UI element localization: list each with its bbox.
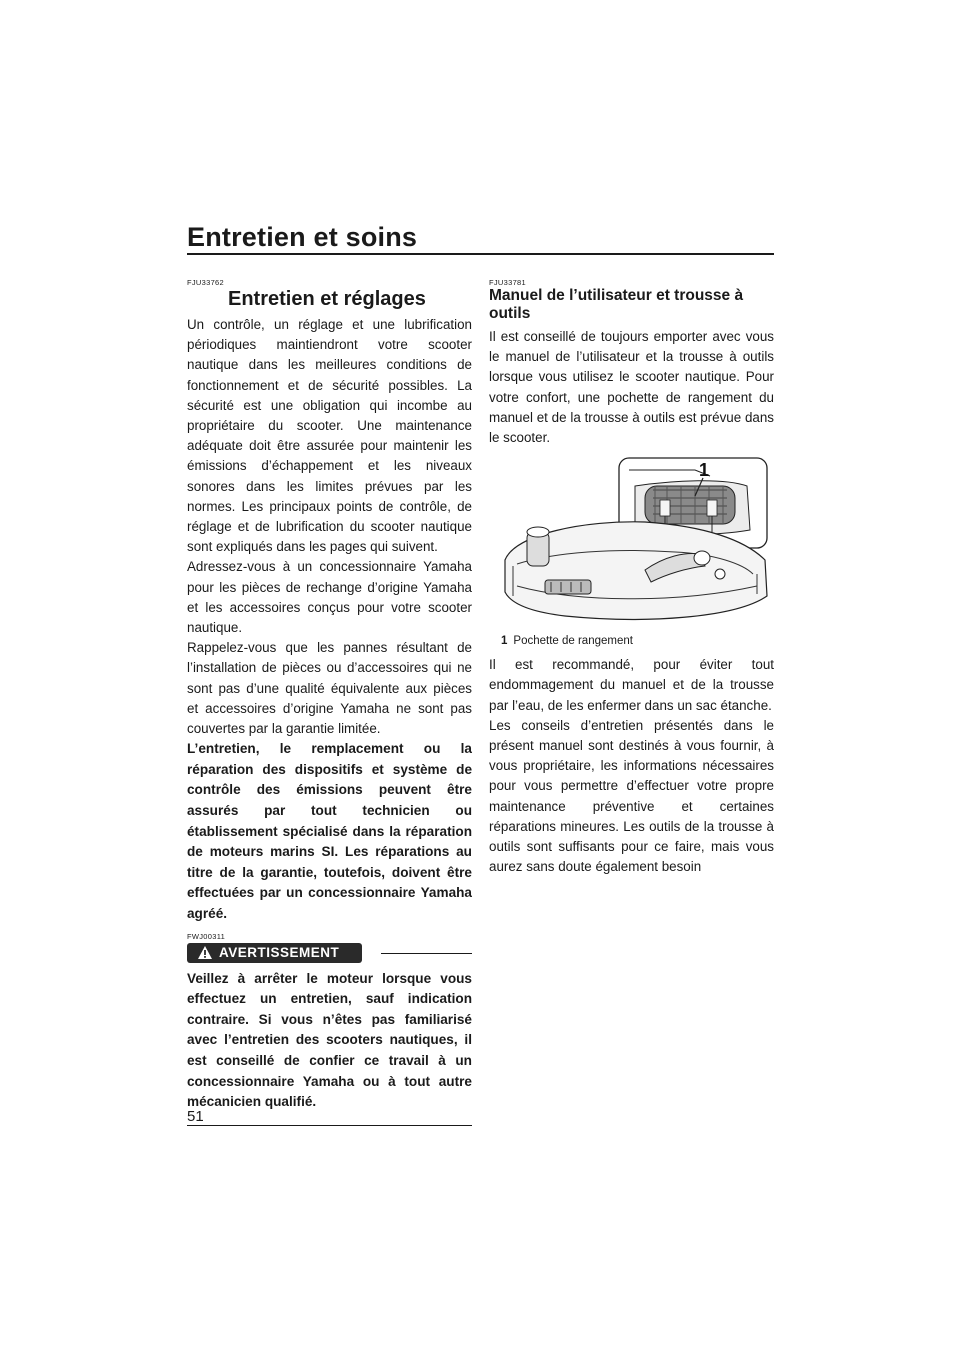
page-number: 51 — [187, 1108, 204, 1125]
warning-text: Veillez à arrêter le moteur lorsque vous effectuez un entretien, sauf indication contraire. Si vous n’êtes pas familiarisé avec l’entretien des scooters nautiques, il est conseillé de confier ce travail à un concessionnaire Yamaha ou à tout autre mécanicien qualifié. — [187, 970, 472, 1110]
storage-pouch-illustration — [495, 456, 775, 628]
warning-code: FWJ00311 — [187, 931, 226, 941]
page-header-title: Entretien et soins — [187, 222, 418, 252]
paragraph: Il est conseillé de toujours emporter avec vous le manuel de l’utilisateur et la trousse à outils lorsque vous utilisez le scooter nautique. Pour votre confort, une pochette de rangement du manuel et de la trousse à outils est prévue dans le scooter. — [489, 329, 774, 446]
caption-text: Pochette de rangement — [513, 635, 633, 648]
section-heading: Entretien et réglages — [228, 288, 426, 310]
warning-bottom-rule — [187, 1125, 472, 1127]
paragraph: Rappelez-vous que les pannes résultant de l’installation de pièces ou d’accessoires qui ne sont pas d’une qualité équivalente aux pièces et accessoires d’origine Yamaha ne sont pas couvertes par la garantie limitée. — [187, 640, 472, 737]
paragraph: Adressez-vous à un concessionnaire Yamaha pour les pièces de rechange d’origine Yamaha et les accessoires conçus pour votre scooter nautique. — [187, 559, 472, 636]
callout-number: 1 — [699, 460, 710, 481]
emissions-paragraph: L’entretien, le remplacement ou la réparation des dispositifs et système de contrôle des émissions peuvent être assurés par tout technicien ou établissement spécialisé dans la réparation de moteurs marins SI. Les réparations au titre de la garantie, toutefois, doivent être effectuées par un concessionnaire Yamaha agréé. — [187, 741, 472, 922]
header-rule — [187, 253, 774, 255]
right-column — [489, 278, 774, 877]
section-code: FJU33762 — [187, 278, 225, 287]
section-code: FJU33781 — [489, 278, 527, 287]
paragraph: Les conseils d’entretien présentés dans le présent manuel sont destinés à vous fournir, à vous propriétaire, les informations nécessaires pour vous permettre d’effectuer votre propre maintenance préventive et certaines réparations mineures. Les outils de la trousse à outils sont suffisants pour ce faire, mais vous aurez sans doute également besoin — [489, 717, 774, 875]
paragraph: Un contrôle, un réglage et une lubrification périodiques maintiendront votre scooter nautique dans les meilleures conditions de fonctionnement et de sécurité possibles. La sécurité est une obligation qui incombe au propriétaire du scooter. Une maintenance adéquate doit être assurée pour maintenir les émissions d’échappement et les niveaux sonores dans les limites prévues par les normes. Les principaux points de contrôle, de réglage et de lubrification du scooter nautique sont expliqués dans les pages qui suivent. — [187, 317, 472, 555]
left-column — [187, 278, 472, 1126]
section-heading: Manuel de l’utilisateur et trousse à outils — [489, 287, 744, 322]
figure-caption — [501, 635, 774, 647]
warning-rule — [381, 953, 472, 955]
warning-label: AVERTISSEMENT — [219, 945, 340, 961]
caption-number: 1 — [501, 635, 508, 648]
warning-badge — [187, 943, 362, 963]
paragraph: Il est recommandé, pour éviter tout endommagement du manuel et de la trousse par l’eau, de les enfermer dans un sac étanche. — [489, 657, 774, 713]
warning-triangle-icon — [197, 945, 213, 960]
warning-header — [187, 943, 472, 963]
